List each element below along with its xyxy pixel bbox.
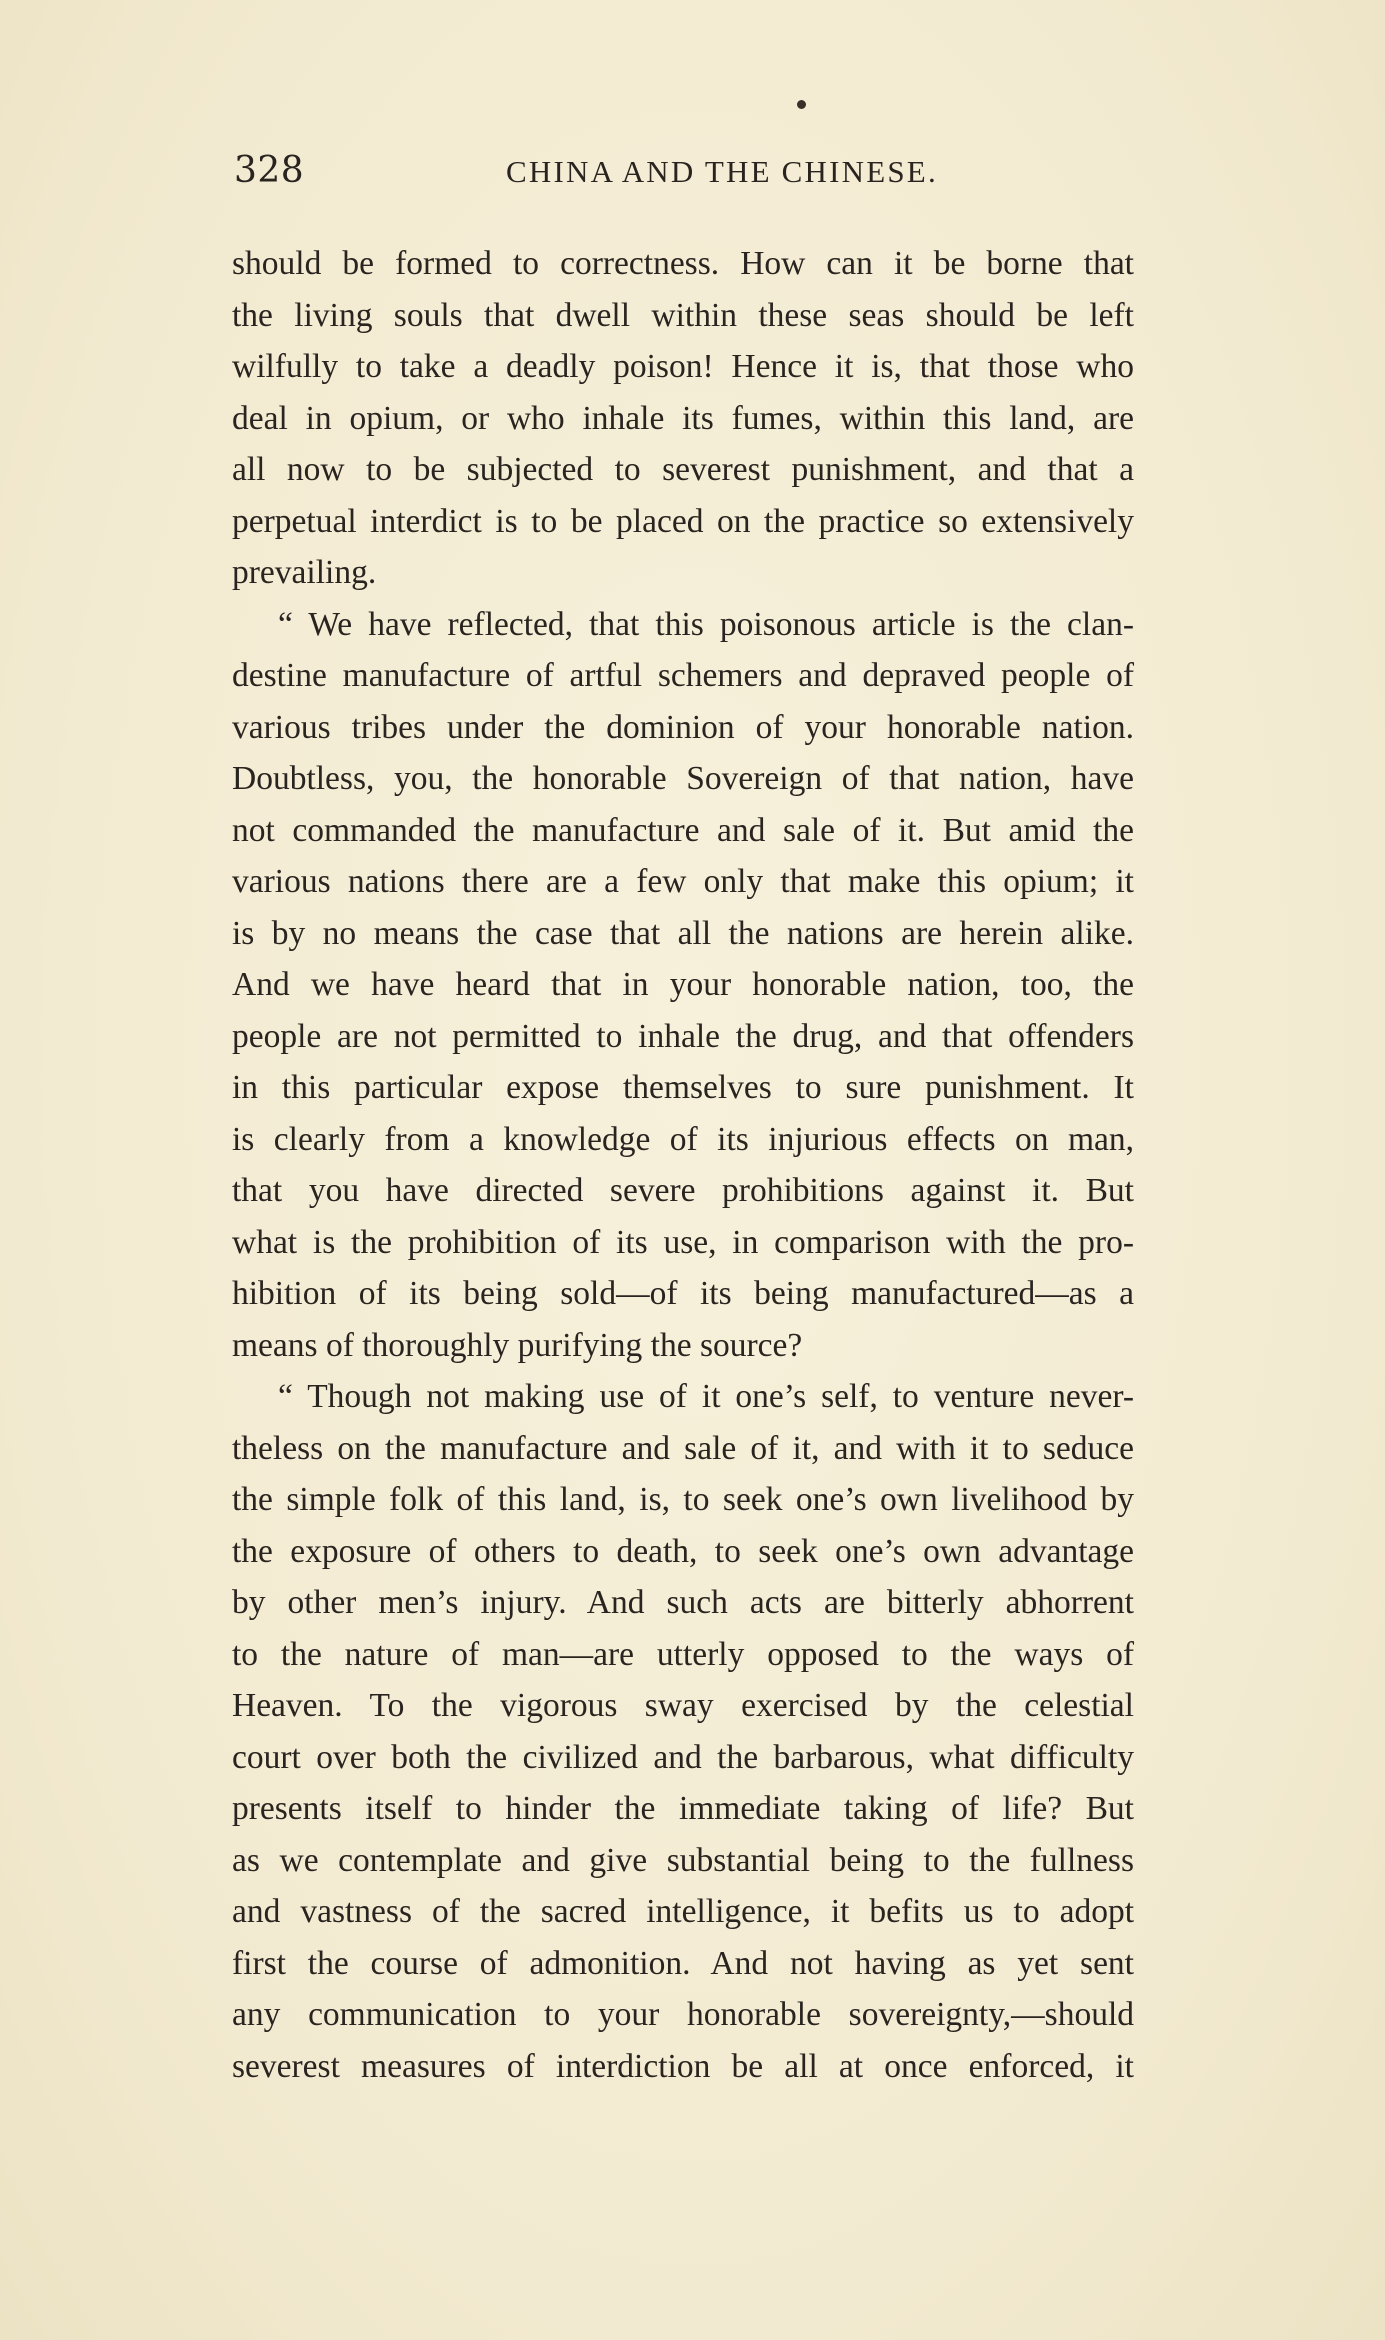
text-line: theless on the manufacture and sale of it, and with it to seduce xyxy=(232,1429,1134,1467)
running-title: CHINA AND THE CHINESE. xyxy=(506,154,938,189)
text-line: destine manufacture of artful schemers and depraved people of xyxy=(232,657,1134,694)
text-line: severest measures of interdiction be all at once enforced, it xyxy=(232,2047,1134,2085)
text-line: is by no means the case that all the nations are herein alike. xyxy=(232,914,1134,952)
text-line: not commanded the manufacture and sale of it. But amid the xyxy=(232,811,1134,849)
page-header xyxy=(234,150,1100,200)
text-line: should be formed to correctness. How can it be borne that xyxy=(232,245,1134,282)
text-line: “ We have reflected, that this poisonous article is the clan- xyxy=(278,605,1134,643)
text-line: the exposure of others to death, to seek one’s own advantage xyxy=(232,1532,1134,1570)
text-line: means of thoroughly purifying the source? xyxy=(232,1326,803,1364)
text-line: court over both the civilized and the barbarous, what difficulty xyxy=(232,1738,1134,1776)
text-line: the simple folk of this land, is, to seek one’s own livelihood by xyxy=(232,1481,1134,1518)
text-line: in this particular expose themselves to sure punishment. It xyxy=(232,1069,1134,1106)
text-line: And we have heard that in your honorable nation, too, the xyxy=(232,966,1134,1003)
page-number: 328 xyxy=(234,150,305,191)
text-line: presents itself to hinder the immediate taking of life? But xyxy=(232,1790,1134,1827)
ink-dot xyxy=(797,100,806,109)
text-line: people are not permitted to inhale the drug, and that offenders xyxy=(232,1017,1134,1055)
text-line: wilfully to take a deadly poison! Hence it is, that those who xyxy=(232,348,1134,385)
text-line: hibition of its being sold—of its being manufactured—as a xyxy=(232,1275,1134,1312)
text-line: to the nature of man—are utterly opposed to the ways of xyxy=(232,1635,1134,1673)
text-line: perpetual interdict is to be placed on the practice so extensively xyxy=(232,502,1134,540)
text-line: the living souls that dwell within these seas should be left xyxy=(232,296,1134,334)
text-line: various tribes under the dominion of your honorable nation. xyxy=(232,708,1134,746)
text-line: “ Though not making use of it one’s self, to venture never- xyxy=(278,1378,1134,1415)
text-line: and vastness of the sacred intelligence, it befits us to adopt xyxy=(232,1893,1134,1930)
body-text xyxy=(232,238,1134,2092)
text-line: what is the prohibition of its use, in comparison with the pro- xyxy=(232,1223,1134,1261)
text-line: by other men’s injury. And such acts are bitterly abhorrent xyxy=(232,1584,1134,1621)
text-line: first the course of admonition. And not having as yet sent xyxy=(232,1944,1134,1982)
text-line: deal in opium, or who inhale its fumes, within this land, are xyxy=(232,399,1134,437)
text-line: various nations there are a few only that make this opium; it xyxy=(232,863,1134,900)
text-line: is clearly from a knowledge of its injurious effects on man, xyxy=(232,1120,1134,1158)
text-line: that you have directed severe prohibitions against it. But xyxy=(232,1172,1134,1209)
text-line: Heaven. To the vigorous sway exercised by the celestial xyxy=(232,1687,1134,1724)
text-line: any communication to your honorable sovereignty,—should xyxy=(232,1996,1134,2033)
text-line: as we contemplate and give substantial being to the fullness xyxy=(232,1841,1134,1879)
text-line: prevailing. xyxy=(232,554,377,591)
text-line: Doubtless, you, the honorable Sovereign of that nation, have xyxy=(232,760,1134,797)
text-line: all now to be subjected to severest punishment, and that a xyxy=(232,451,1134,488)
